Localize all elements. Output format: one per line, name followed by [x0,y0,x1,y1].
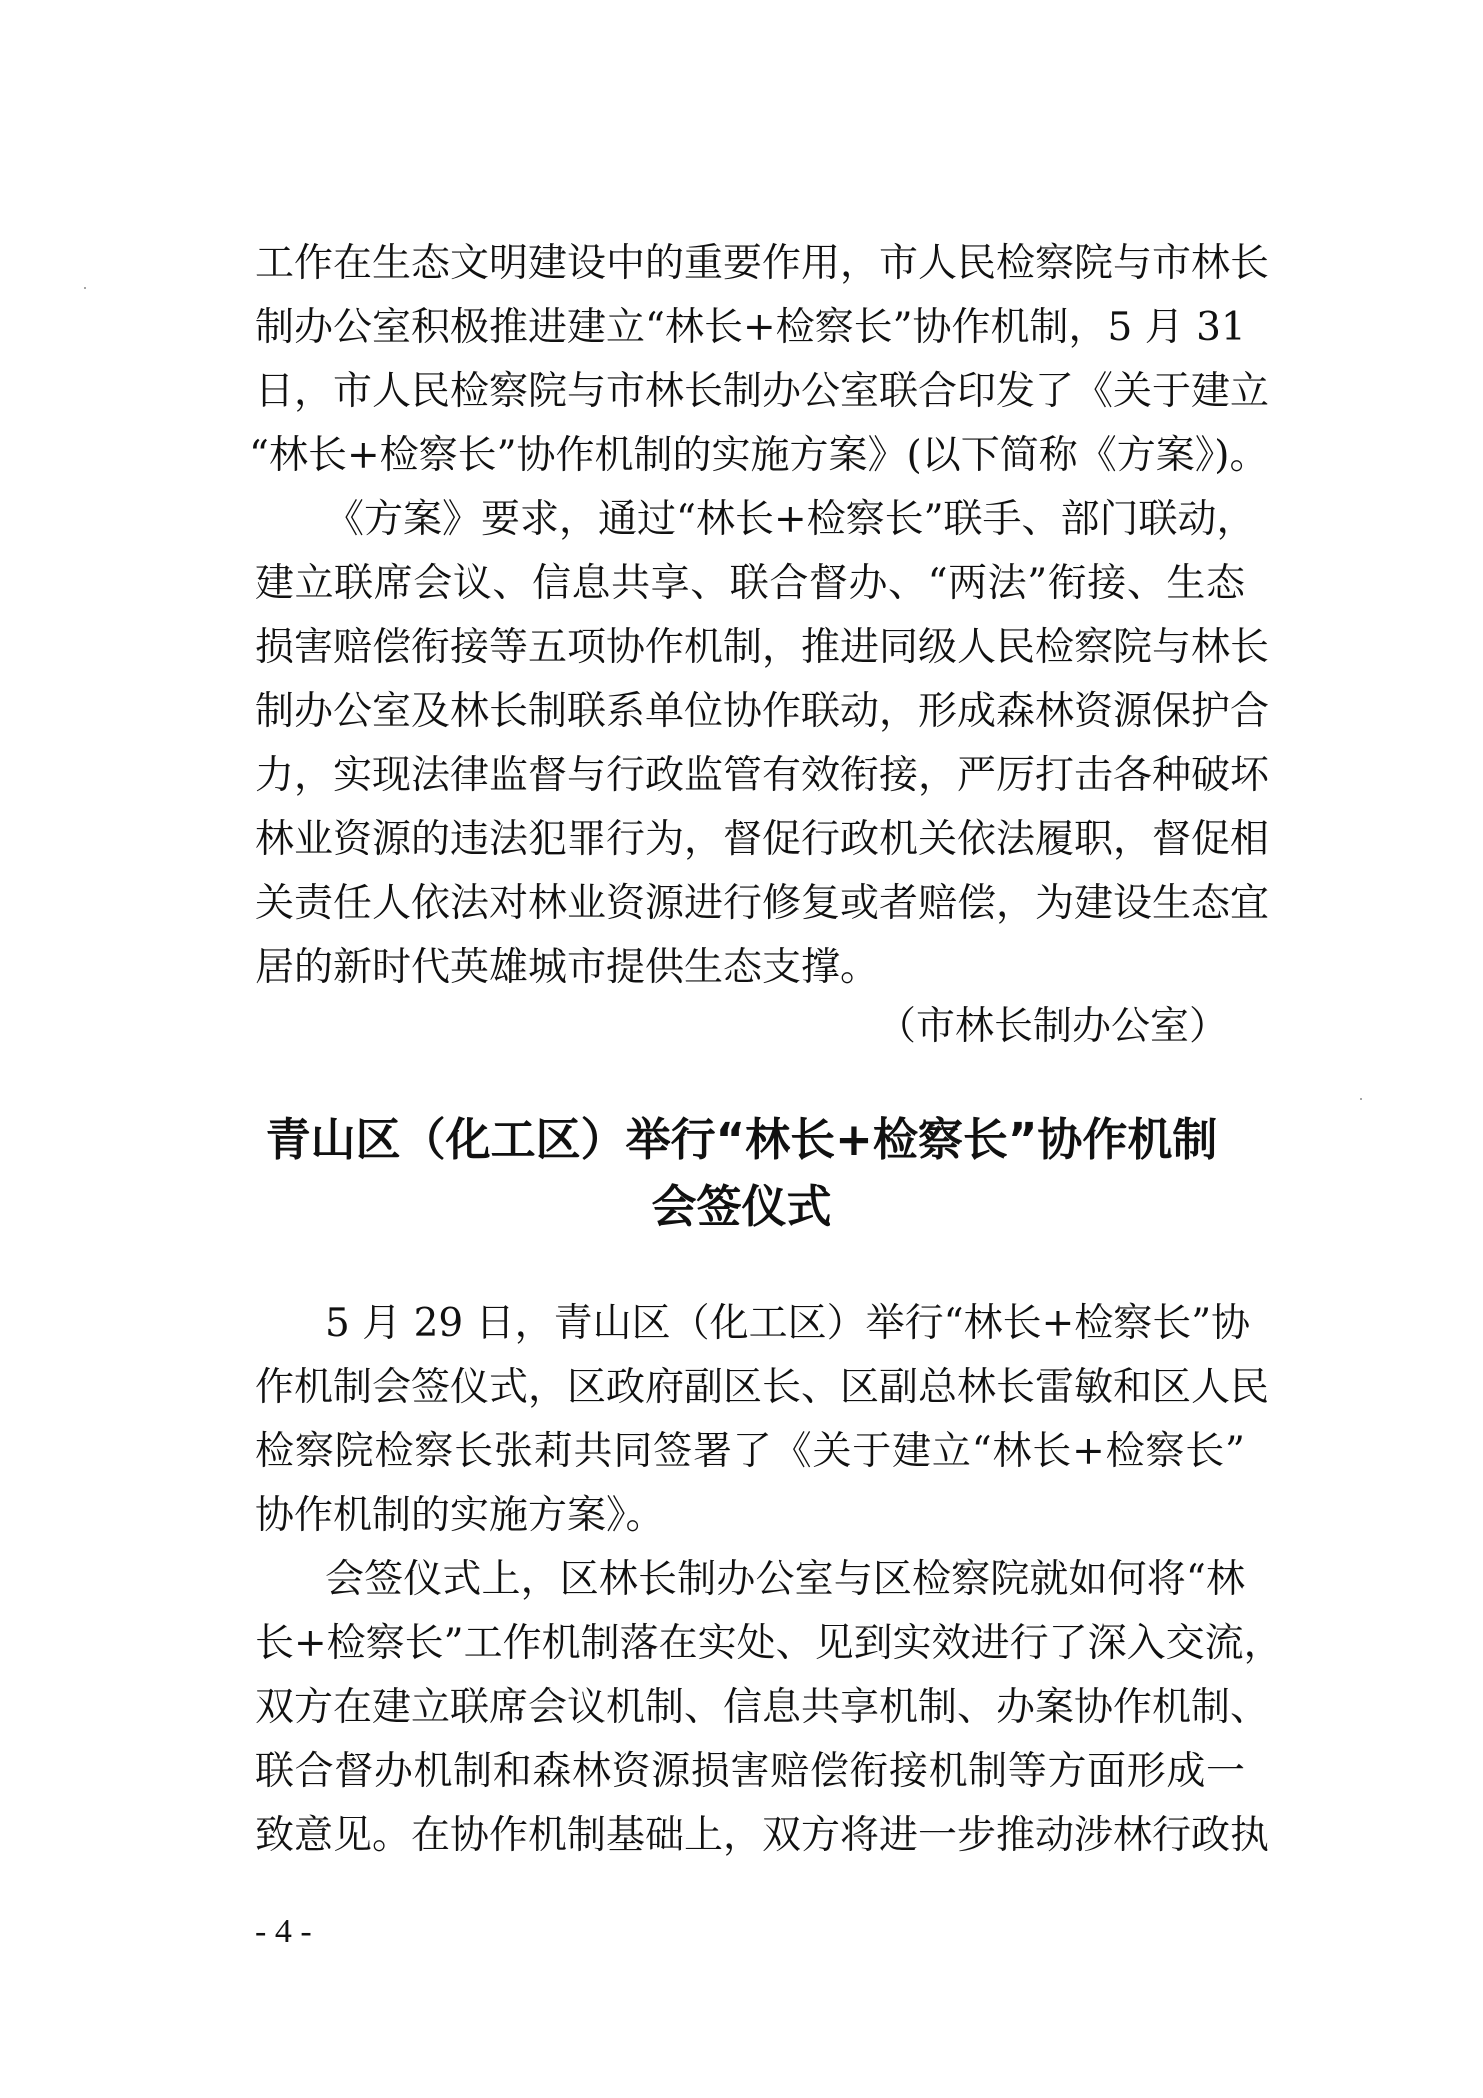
text-line: 双方在建立联席会议机制、信息共享机制、办案协作机制、 [255,1685,1270,1730]
text-line: 作机制会签仪式，区政府副区长、区副总林长雷敏和区人民 [255,1365,1270,1410]
text-line: 检察院检察长张莉共同签署了《关于建立“林长+检察长” [255,1429,1245,1474]
text-line: “林长+检察长”协作机制的实施方案》(以下简称《方案》)。 [249,433,1269,478]
text-line: 联合督办机制和森林资源损害赔偿衔接机制等方面形成一 [255,1749,1245,1794]
page-number: - 4 - [255,1913,312,1950]
text-line: 制办公室积极推进建立“林长+检察长”协作机制，5 月 31 [255,305,1246,350]
text-line: 林业资源的违法犯罪行为，督促行政机关依法履职，督促相 [255,817,1270,862]
text-line: 协作机制的实施方案》。 [255,1493,665,1538]
article2-title-line2: 会签仪式 [651,1180,832,1233]
text-line: 《方案》要求，通过“林长+检察长”联手、部门联动， [325,497,1256,542]
article2-title-line1: 青山区（化工区）举行“林长+检察长”协作机制 [265,1113,1218,1166]
text-line: 长+检察长”工作机制落在实处、见到实效进行了深入交流， [255,1621,1283,1666]
article1-source: （市林长制办公室） [876,1004,1228,1049]
scan-speck [1360,1098,1362,1100]
text-line: 居的新时代英雄城市提供生态支撑。 [255,945,880,990]
text-line: 力，实现法律监督与行政监管有效衔接，严厉打击各种破坏 [255,753,1270,798]
text-line: 制办公室及林长制联系单位协作联动，形成森林资源保护合 [255,689,1270,734]
scan-speck [84,287,86,289]
text-line: 日，市人民检察院与市林长制办公室联合印发了《关于建立 [255,369,1270,414]
text-line: 建立联席会议、信息共享、联合督办、“两法”衔接、生态 [255,561,1245,606]
text-line: 会签仪式上，区林长制办公室与区检察院就如何将“林 [325,1557,1245,1602]
text-line: 5 月 29 日，青山区（化工区）举行“林长+检察长”协 [325,1301,1251,1346]
text-line: 工作在生态文明建设中的重要作用，市人民检察院与市林长 [255,241,1270,286]
text-line: 致意见。在协作机制基础上，双方将进一步推动涉林行政执 [255,1813,1270,1858]
text-line: 关责任人依法对林业资源进行修复或者赔偿，为建设生态宜 [255,881,1270,926]
text-line: 损害赔偿衔接等五项协作机制，推进同级人民检察院与林长 [255,625,1270,670]
